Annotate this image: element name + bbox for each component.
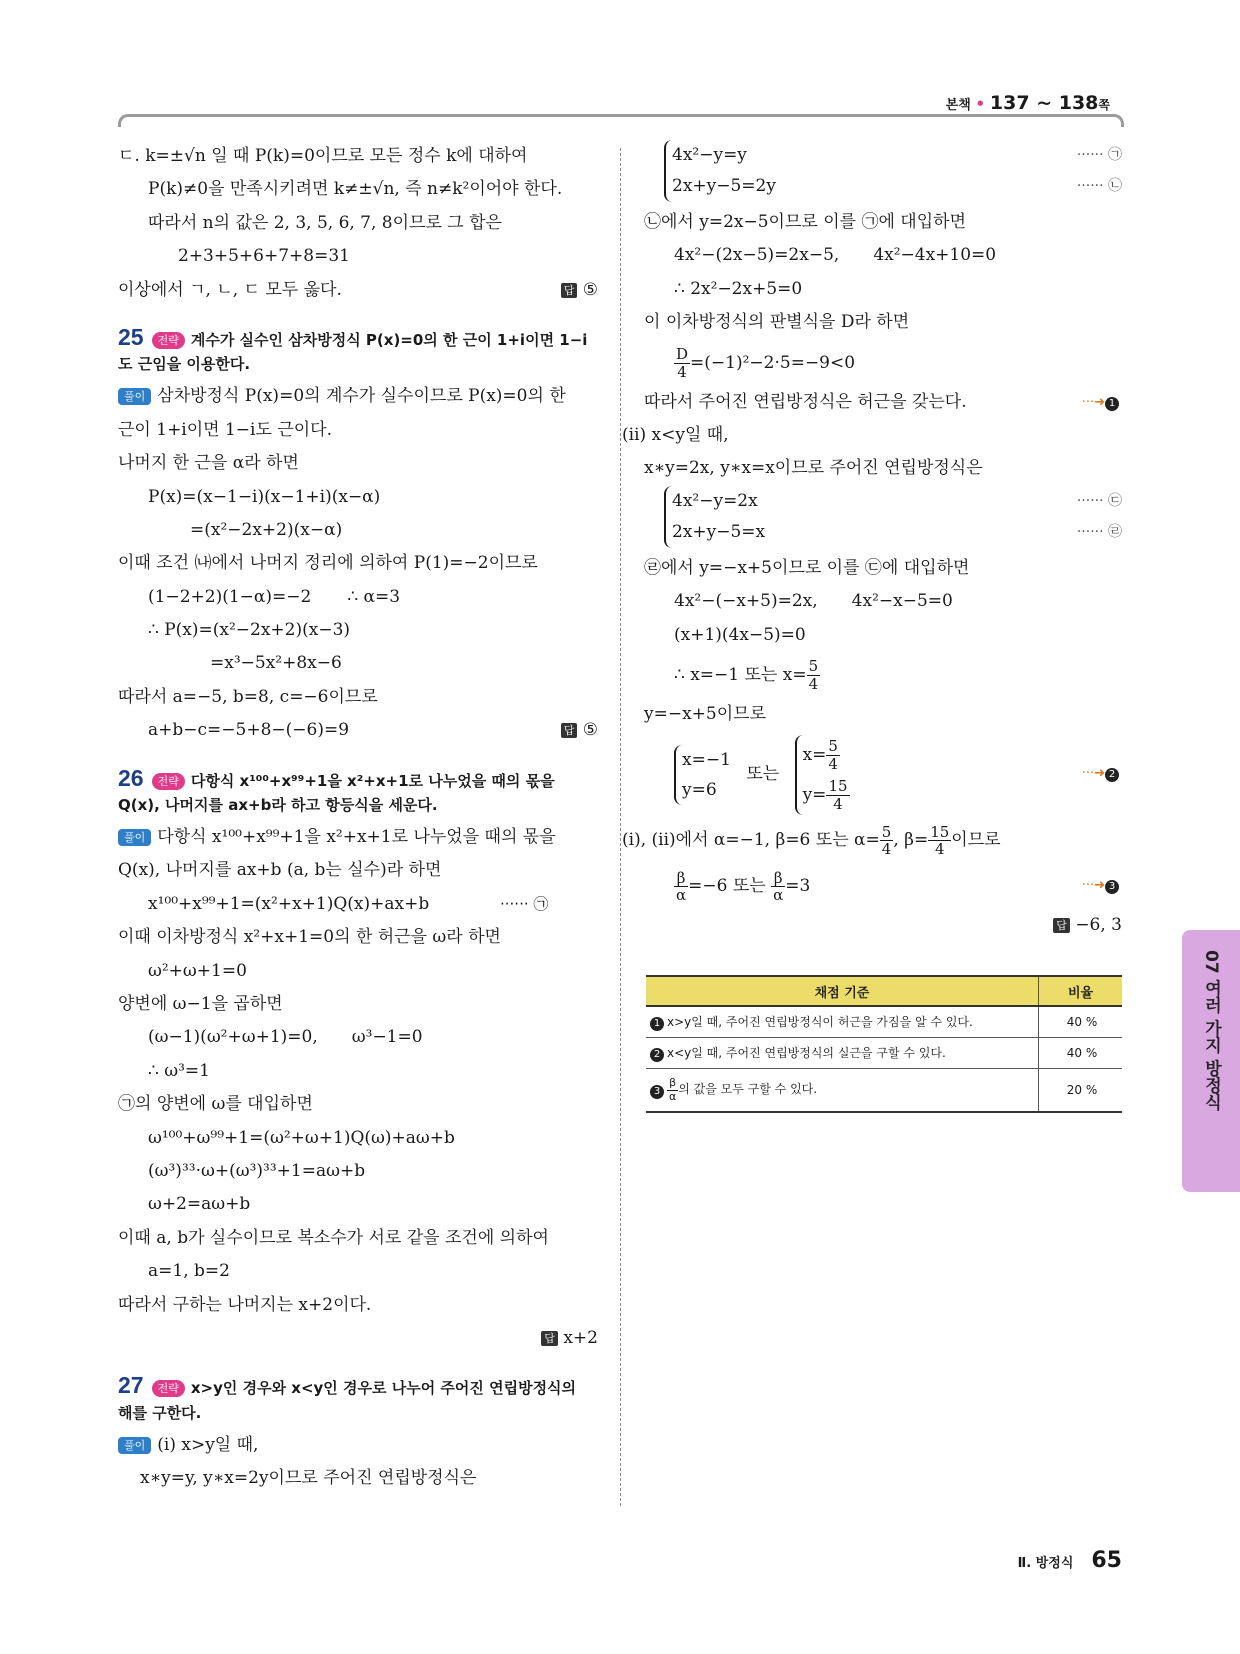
- equation-tag: ······ ㉣: [1076, 523, 1122, 540]
- equation-system-1: [644, 140, 1122, 206]
- equation: ∴ x=−1 또는 x= $\frac{5}{4}$: [674, 657, 819, 693]
- equation: ∴ P(x)=(x²−2x+2)(x−3): [148, 620, 351, 641]
- answer-line: [644, 909, 1122, 942]
- equation: ω¹⁰⁰+ω⁹⁹+1=(ω²+ω+1)Q(ω)+aω+b: [148, 1127, 455, 1148]
- step-marker: ···➜ 1: [1082, 386, 1122, 419]
- strategy-badge: 전략: [152, 332, 185, 349]
- text-line: ㉣에서 y=−x+5이므로 이를 ㉢에 대입하면: [644, 557, 970, 578]
- answer: 답 ⑤: [561, 274, 598, 307]
- equation: =(x²−2x+2)(x−α): [190, 519, 343, 540]
- section-label: Ⅱ. 방정식: [1017, 1556, 1074, 1571]
- ref-label: 본책: [945, 98, 971, 113]
- equation: (x+1)(4x−5)=0: [674, 624, 806, 645]
- answer-mark: 답: [561, 723, 578, 738]
- problem-number: 26: [118, 764, 144, 791]
- answer: 답 x+2: [541, 1322, 598, 1355]
- equation: (ω−1)(ω²+ω+1)=0, ω³−1=0: [148, 1027, 423, 1048]
- table-row: 1 x>y일 때, 주어진 연립방정식이 허근을 가짐을 알 수 있다. 40 %: [646, 1006, 1122, 1038]
- answer: 답 ⑤: [561, 714, 598, 747]
- top-rule: [118, 114, 1124, 127]
- fraction: $\frac{D}{4}$: [676, 345, 689, 381]
- problem-number: 27: [118, 1372, 144, 1399]
- answer-mark: 답: [561, 283, 578, 298]
- equation-system-2: [644, 486, 1122, 552]
- fraction: $\frac{5}{4}$: [828, 737, 838, 773]
- solution-badge: 풀이: [118, 388, 151, 405]
- right-column: [622, 140, 1122, 943]
- equation: 2x+y−5=2y: [672, 176, 776, 196]
- grading-criteria-table: [646, 975, 1122, 1113]
- solution-badge: 풀이: [118, 829, 151, 846]
- equation: 4x²−y=2x: [672, 490, 758, 511]
- answer-mark: 답: [541, 1331, 558, 1346]
- answer-line: [118, 1322, 598, 1355]
- equation-tag: ······ ㉢: [1076, 492, 1122, 509]
- equation: $\frac{D}{4}$ =(−1)²−2·5=−9<0: [676, 345, 856, 381]
- text-line: ㉡에서 y=2x−5이므로 이를 ㉠에 대입하면: [644, 212, 966, 232]
- equation: $\frac{\beta}{\alpha}$ =−6 또는 $\frac{\beta}{\alpha}$ =3 ···➜ 3: [644, 863, 1122, 909]
- equation: (ω³)³³·ω+(ω³)³³+1=aω+b: [148, 1160, 366, 1181]
- equation: 2x+y−5=x: [672, 521, 766, 542]
- answer-mark: 답: [1053, 918, 1070, 933]
- fraction: $\frac{15}{4}$: [828, 777, 848, 813]
- solution-line: 풀이 다항식 x¹⁰⁰+x⁹⁹+1을 x²+x+1로 나누었을 때의 몫을: [118, 821, 598, 854]
- strategy-badge: 전략: [152, 773, 185, 790]
- ref-pages: 137 ~ 138: [989, 92, 1099, 114]
- problem-25-strategy: 25 전략 계수가 실수인 삼차방정식 P(x)=0의 한 근이 1+i이면 1−i: [118, 323, 588, 350]
- text-line: P(k)≠0을 만족시키려면 k≠±√n, 즉 n≠k²이어야 한다.: [148, 179, 563, 200]
- equation: a+b−c=−5+8−(−6)=9 답 ⑤: [118, 714, 598, 747]
- solution-line: 풀이 삼차방정식 P(x)=0의 계수가 실수이므로 P(x)=0의 한: [118, 380, 598, 413]
- equation: x¹⁰⁰+x⁹⁹+1=(x²+x+1)Q(x)+ax+b ······ ㉠: [148, 893, 549, 914]
- strategy-text: 도 근임을 이용한다.: [118, 355, 251, 374]
- text-line: 이때 a, b가 실수이므로 복소수가 서로 같을 조건에 의하여: [118, 1227, 549, 1248]
- text-line: y=−x+5이므로: [644, 703, 767, 724]
- fraction: $\frac{15}{4}$: [930, 822, 950, 859]
- column-divider: [620, 148, 621, 1506]
- equation: 4x²−(2x−5)=2x−5, 4x²−4x+10=0: [674, 245, 997, 266]
- text-line: (ⅰ), (ⅱ)에서 α=−1, β=6 또는 α= $\frac{5}{4}$ , β= $\frac{15}{4}$ 이므로: [622, 822, 1001, 859]
- text-line: 따라서 n의 값은 2, 3, 5, 6, 7, 8이므로 그 합은: [148, 212, 502, 233]
- left-column: [118, 140, 598, 1495]
- text-line: 따라서 주어진 연립방정식은 허근을 갖는다. ···➜ 1: [644, 386, 1122, 419]
- criterion-header: 채점 기준: [646, 976, 1039, 1006]
- text-line: 나머지 한 근을 α라 하면: [118, 453, 299, 474]
- equation: ω²+ω+1=0: [148, 960, 247, 981]
- solution-pair: x=−1 y=6 또는 x= $\frac{5}{4}$ y= $\frac{15}{4}$ ···➜ 2: [644, 731, 1122, 817]
- table-header: [646, 976, 1122, 1006]
- text-line: ㉠의 양변에 ω를 대입하면: [118, 1094, 313, 1115]
- strategy-text: Q(x), 나머지를 ax+b라 하고 항등식을 세운다.: [118, 796, 438, 815]
- page-footer: [1018, 1548, 1122, 1573]
- text-line: (ⅱ) x<y일 때,: [622, 424, 729, 445]
- text-line: 근이 1+i이면 1−i도 근이다.: [118, 419, 332, 440]
- page-reference: [946, 92, 1110, 114]
- text-line: 따라서 a=−5, b=8, c=−6이므로: [118, 686, 378, 707]
- table-row: 2 x<y일 때, 주어진 연립방정식의 실근을 구할 수 있다. 40 %: [646, 1038, 1122, 1069]
- step-marker: ···➜ 2: [1082, 731, 1122, 817]
- strategy-badge: 전략: [152, 1380, 185, 1397]
- text-line: Q(x), 나머지를 ax+b (a, b는 실수)라 하면: [118, 860, 442, 881]
- text-line: 이때 이차방정식 x²+x+1=0의 한 허근을 ω라 하면: [118, 927, 501, 948]
- equation: 4x²−(−x+5)=2x, 4x²−x−5=0: [674, 591, 953, 612]
- equation-tag: ······ ㉡: [1076, 178, 1122, 194]
- equation: P(x)=(x−1−i)(x−1+i)(x−α): [148, 486, 381, 507]
- solution-line: 풀이 (ⅰ) x>y일 때,: [118, 1429, 598, 1462]
- text-line: 양변에 ω−1을 곱하면: [118, 993, 283, 1014]
- ref-dot: •: [975, 95, 986, 113]
- text-line: 이 이차방정식의 판별식을 D라 하면: [644, 312, 910, 333]
- chapter-tab-label: 07 여러 가지 방정식: [1201, 950, 1221, 1111]
- text-line: x∗y=y, y∗x=2y이므로 주어진 연립방정식은: [140, 1468, 477, 1489]
- equation: (1−2+2)(1−α)=−2 ∴ α=3: [148, 586, 401, 607]
- equation: 4x²−y=y: [672, 145, 747, 165]
- equation: ∴ ω³=1: [148, 1060, 210, 1081]
- text-line: ㄷ. k=±√n 일 때 P(k)=0이므로 모든 정수 k에 대하여: [118, 146, 528, 166]
- ref-unit: 쪽: [1098, 98, 1110, 112]
- equation: 2+3+5+6+7+8=31: [178, 246, 350, 267]
- equation: =x³−5x²+8x−6: [210, 653, 342, 674]
- text-line: 이때 조건 ㈏에서 나머지 정리에 의하여 P(1)=−2이므로: [118, 553, 538, 574]
- problem-number: 25: [118, 323, 144, 350]
- fraction: $\frac{5}{4}$: [881, 822, 892, 859]
- chapter-tab[interactable]: [1182, 930, 1240, 1192]
- answer: 답 −6, 3: [1053, 909, 1122, 942]
- equation: a=1, b=2: [148, 1261, 230, 1282]
- table-row: 3 $\frac{\beta}{\alpha}$ 의 값을 모두 구할 수 있다. 20 %: [646, 1069, 1122, 1113]
- equation-tag: ······ ㉠: [1076, 147, 1122, 163]
- conclusion-line: 이상에서 ㄱ, ㄴ, ㄷ 모두 옳다. 답 ⑤: [118, 274, 598, 307]
- equation: ω+2=aω+b: [148, 1194, 251, 1215]
- fraction: $\frac{\beta}{\alpha}$: [676, 868, 687, 905]
- fraction: $\frac{5}{4}$: [808, 657, 819, 693]
- text-line: 따라서 구하는 나머지는 x+2이다.: [118, 1294, 372, 1315]
- step-number: 2: [1105, 768, 1119, 782]
- step-number: 1: [1105, 397, 1119, 411]
- problem-27-strategy: 27 전략 x>y인 경우와 x<y인 경우로 나누어 주어진 연립방정식의: [118, 1372, 577, 1399]
- page-number: 65: [1091, 1548, 1122, 1573]
- step-marker: ···➜ 3: [1082, 863, 1122, 909]
- problem-26-strategy: 26 전략 다항식 x¹⁰⁰+x⁹⁹+1을 x²+x+1로 나누었을 때의 몫을: [118, 764, 555, 791]
- text-line: x∗y=2x, y∗x=x이므로 주어진 연립방정식은: [644, 458, 983, 479]
- equation: ∴ 2x²−2x+5=0: [674, 278, 803, 299]
- ratio-header: 비율: [1039, 976, 1123, 1006]
- fraction: $\frac{\beta}{\alpha}$: [773, 868, 784, 905]
- strategy-text: 해를 구한다.: [118, 1403, 202, 1422]
- solution-badge: 풀이: [118, 1437, 151, 1454]
- step-number: 3: [1105, 880, 1119, 894]
